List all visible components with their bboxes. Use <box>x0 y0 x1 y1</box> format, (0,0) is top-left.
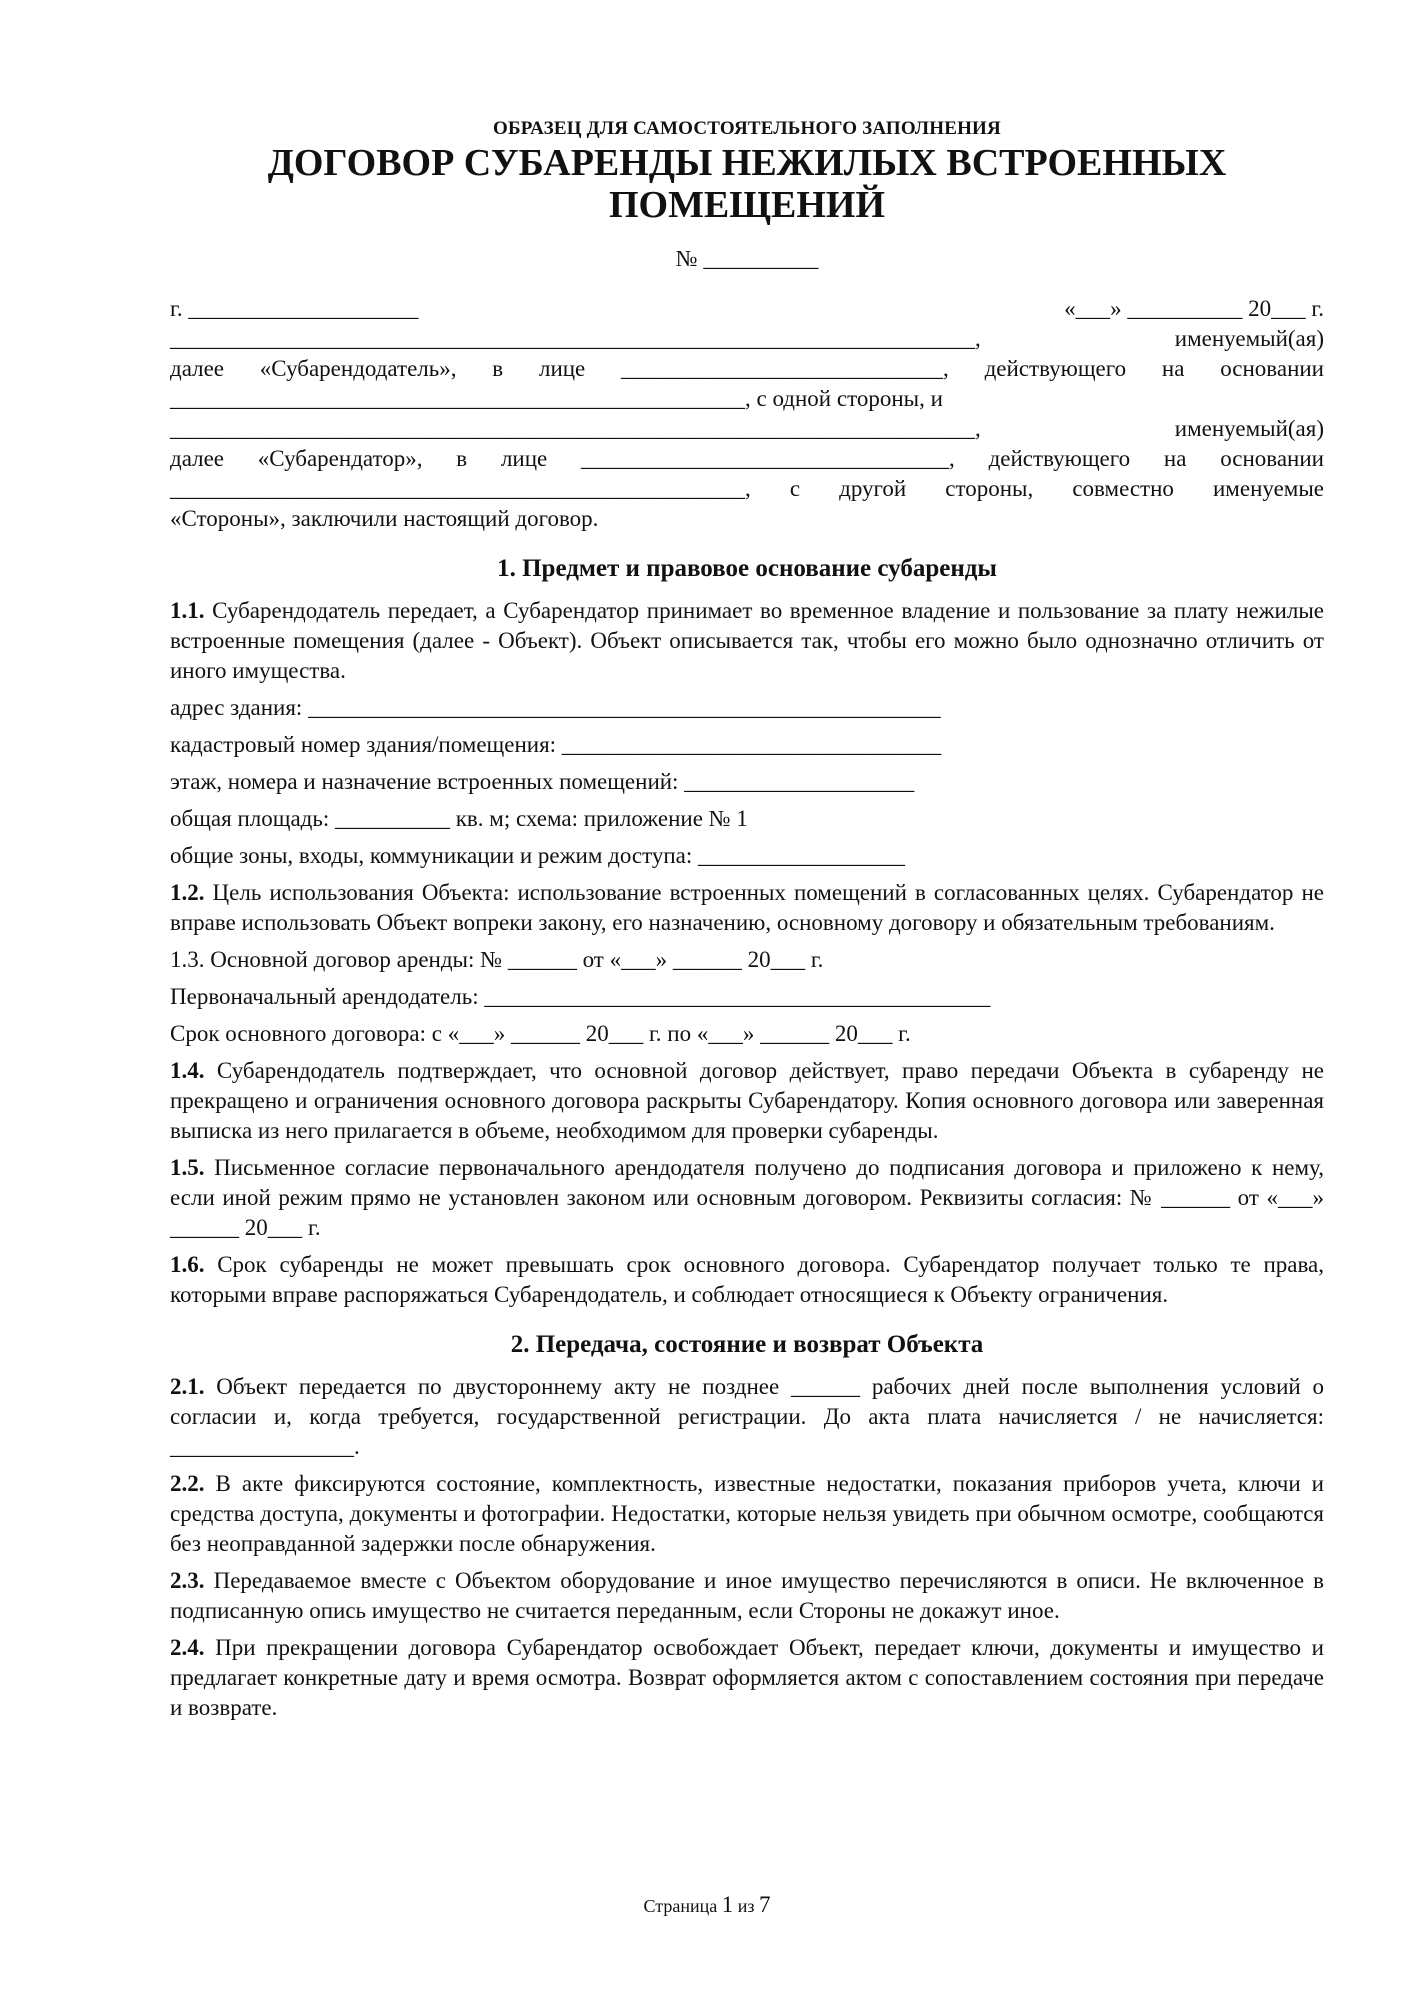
clause-text: Субарендодатель подтверждает, что основной договор действует, право передачи Объекта в субаренду не прекращено и ограничения основного договора раскрыты Субарендатору. Копия основного договора или заверенная выписка из него прилагается в объеме, необходимом для проверки субаренды. <box>170 1058 1324 1143</box>
clause-number: 1.5. <box>170 1155 205 1180</box>
clause-2-3 <box>170 1566 1324 1626</box>
clause-text: Срок субаренды не может превышать срок основного договора. Субарендатор получает только те права, которыми вправе распоряжаться Субарендодатель, и соблюдает относящиеся к Объекту ограничения. <box>170 1252 1324 1307</box>
page-total: 7 <box>758 1892 771 1917</box>
date-field: «___» __________ 20___ г. <box>1064 296 1324 321</box>
city-field: г. ____________________ <box>170 296 419 321</box>
party2-rep-text: далее «Субарендатор», в лице ________________________________, действующего на основании <box>170 446 1324 471</box>
clause-number: 1.6. <box>170 1252 205 1277</box>
clause-text: Цель использования Объекта: использование встроенных помещений в согласованных целях. Субарендатор не вправе использовать Объект вопреки закону, его назначению, основному договору и обязательным требованиям. <box>170 880 1324 935</box>
contract-number: № __________ <box>675 246 819 271</box>
clause-1-6 <box>170 1250 1324 1310</box>
clause-2-4 <box>170 1633 1324 1723</box>
field-building-address: адрес здания: _______________________________________________________ <box>170 695 941 720</box>
clause-number: 2.3. <box>170 1568 205 1593</box>
field-main-contract-term: Срок основного договора: с «___» ______ 20___ г. по «___» ______ 20___ г. <box>170 1021 911 1046</box>
city-date-row <box>170 294 1324 324</box>
clause-2-2 <box>170 1469 1324 1559</box>
party2-basis-row <box>170 474 1324 504</box>
clause-number: 2.2. <box>170 1471 205 1496</box>
party1-named-label: именуемый(ая) <box>1174 326 1324 351</box>
document-page <box>170 118 1324 1730</box>
document-title <box>170 142 1324 226</box>
section-2-heading: 2. Передача, состояние и возврат Объекта <box>510 1331 984 1358</box>
clause-text: В акте фиксируются состояние, комплектность, известные недостатки, показания приборов учета, ключи и средства доступа, документы и фотографии. Недостатки, которые нельзя увидеть при обычном осмотре, сообщаются без неоправданной задержки после обнаружения. <box>170 1471 1324 1556</box>
party2-basis-text: __________________________________________________, с другой стороны, совместно именуемые <box>170 476 1324 501</box>
field-original-landlord: Первоначальный арендодатель: ____________________________________________ <box>170 984 991 1009</box>
clause-text: При прекращении договора Субарендатор освобождает Объект, передает ключи, документы и имущество и предлагает конкретные дату и время осмотра. Возврат оформляется актом с сопоставлением состояния при передаче и возврате. <box>170 1635 1324 1720</box>
section-1-heading: 1. Предмет и правовое основание субаренды <box>497 555 997 582</box>
sample-notice: ОБРАЗЕЦ ДЛЯ САМОСТОЯТЕЛЬНОГО ЗАПОЛНЕНИЯ <box>493 118 1001 139</box>
clause-1-1 <box>170 596 1324 686</box>
party1-rep-row <box>170 354 1324 384</box>
of-word: из <box>737 1896 755 1916</box>
clause-2-1 <box>170 1372 1324 1462</box>
clause-text: Письменное согласие первоначального арендодателя получено до подписания договора и приложено к нему, если иной режим прямо не установлен законом или основным договором. Реквизиты согласия: № ______ от «___» ______ 20___ г. <box>170 1155 1324 1240</box>
clause-number: 2.1. <box>170 1374 205 1399</box>
field-common-areas: общие зоны, входы, коммуникации и режим доступа: __________________ <box>170 843 906 868</box>
clause-number: 1.2. <box>170 880 205 905</box>
clause-number: 2.4. <box>170 1635 205 1660</box>
title-line-1: ДОГОВОР СУБАРЕНДЫ НЕЖИЛЫХ ВСТРОЕННЫХ <box>267 142 1227 184</box>
clause-1-4 <box>170 1056 1324 1146</box>
clause-number: 1.1. <box>170 598 205 623</box>
field-total-area: общая площадь: __________ кв. м; схема: приложение № 1 <box>170 806 748 831</box>
clause-1-3: 1.3. Основной договор аренды: № ______ от «___» ______ 20___ г. <box>170 947 824 972</box>
page-word: Страница <box>643 1896 718 1916</box>
clause-text: Передаваемое вместе с Объектом оборудование и иное имущество перечисляются в описи. Не включенное в подписанную опись имущество не считается переданным, если Стороны не докажут иное. <box>170 1568 1324 1623</box>
field-floor-rooms: этаж, номера и назначение встроенных помещений: ____________________ <box>170 769 915 794</box>
page-current: 1 <box>721 1892 734 1917</box>
clause-number: 1.4. <box>170 1058 205 1083</box>
preamble <box>170 294 1324 534</box>
party2-rep-row <box>170 444 1324 474</box>
party1-name-row <box>170 324 1324 354</box>
page-footer <box>0 1892 1414 1918</box>
party2-name-blank: ______________________________________________________________________, <box>170 416 981 441</box>
party2-name-row <box>170 414 1324 444</box>
party1-name-blank: ______________________________________________________________________, <box>170 326 981 351</box>
clause-1-2 <box>170 878 1324 938</box>
party2-named-label: именуемый(ая) <box>1174 416 1324 441</box>
clause-text: Объект передается по двустороннему акту не позднее ______ рабочих дней после выполнения условий о согласии и, когда требуется, государственной регистрации. До акта плата начисляется / не начисляется: ________________. <box>170 1374 1324 1459</box>
clause-text: Субарендодатель передает, а Субарендатор принимает во временное владение и пользование за плату нежилые встроенные помещения (далее - Объект). Объект описывается так, чтобы его можно было однозначно отличить от иного имущества. <box>170 598 1324 683</box>
party1-rep-text: далее «Субарендодатель», в лице ____________________________, действующего на основании <box>170 356 1324 381</box>
party1-basis: __________________________________________________, с одной стороны, и <box>170 386 943 411</box>
parties-conclusion: «Стороны», заключили настоящий договор. <box>170 506 599 531</box>
clause-1-5 <box>170 1153 1324 1243</box>
field-cadastral-number: кадастровый номер здания/помещения: _________________________________ <box>170 732 942 757</box>
title-line-2: ПОМЕЩЕНИЙ <box>608 184 886 226</box>
